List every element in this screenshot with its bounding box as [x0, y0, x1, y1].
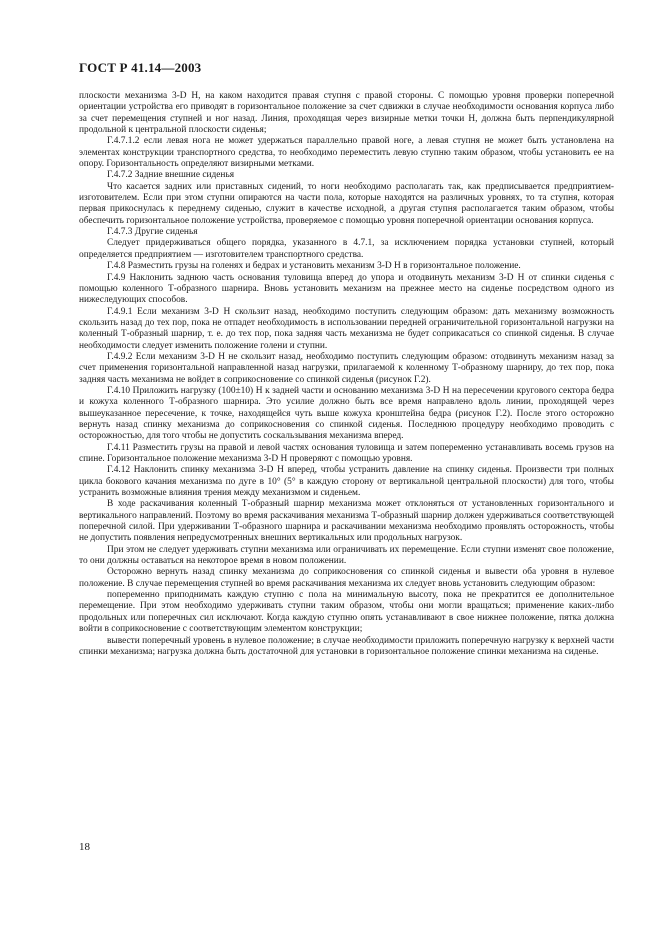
document-body — [79, 91, 614, 658]
paragraph: Г.4.9.1 Если механизм 3-D Н скользит назад, необходимо поступить следующим образом: дать механизму возможность скользить назад до тех пор, пока не отпадет необходимость в использовании передней ограничительной горизонтальной нагрузки на коленный Т-образный шарнир, т. е. до тех пор, пока задняя часть механизма не будет соприкасаться со спинкой сиденья. В случае необходимости следует изменить положение голени и ступни. — [79, 306, 614, 351]
paragraph: Г.4.9 Наклонить заднюю часть основания туловища вперед до упора и отодвинуть механизм 3-D Н от спинки сиденья с помощью коленного Т-образного шарнира. Вновь установить механизм на прежнее место на сиденье посредством одного из нижеследующих способов. — [79, 272, 614, 306]
paragraph: Г.4.12 Наклонить спинку механизма 3-D Н вперед, чтобы устранить давление на спинку сиденья. Произвести три полных цикла бокового качания механизма по дуге в 10° (5° в каждую сторону от вертикальной центральной плоскости) для того, чтобы устранить возможные влияния трения между механизмом и сиденьем. — [79, 465, 614, 499]
paragraph: Осторожно вернуть назад спинку механизма до соприкосновения со спинкой сиденья и вывести оба уровня в нулевое положение. В случае перемещения ступней во время раскачивания механизма их следует вновь установить следующим образом: — [79, 567, 614, 589]
paragraph: попеременно приподнимать каждую ступню с пола на минимальную высоту, пока не прекратится ее дополнительное перемещение. При этом необходимо удерживать ступни таким образом, чтобы они могли вращаться; применение каких-либо продольных или поперечных сил исключают. Когда каждую ступню опять устанавливают в свое нижнее положение, пятка должна войти в соприкосновение с соответствующим элементом конструкции; — [79, 590, 614, 635]
paragraph: Г.4.7.1.2 если левая нога не может удержаться параллельно правой ноге, а левая ступня не может быть установлена на элементах конструкции транспортного средства, то необходимо переместить левую ступню таким образом, чтобы установить ее на опору. Горизонтальность определяют визирными метками. — [79, 136, 614, 170]
page-number: 18 — [79, 841, 90, 853]
paragraph: Следует придерживаться общего порядка, указанного в 4.7.1, за исключением порядка установки ступней, который определяется предприятием — изготовителем транспортного средства. — [79, 238, 614, 260]
document-header: ГОСТ Р 41.14—2003 — [79, 60, 202, 75]
paragraph: При этом не следует удерживать ступни механизма или ограничивать их перемещение. Если ступни изменят свое положение, то они должны оставаться на некоторое время в новом положении. — [79, 544, 614, 567]
paragraph: Г.4.8 Разместить грузы на голенях и бедрах и установить механизм 3-D Н в горизонтальное положение. — [107, 261, 521, 272]
paragraph: плоскости механизма 3-D Н, на каком находится правая ступня с правой стороны. С помощью уровня проверки поперечной ориентации устройства его приводят в горизонтальное положение за счет сдвижки в случае необходимости основания корпуса либо за счет перемещения ступней и ног назад. Линия, проходящая через визирные метки точки Н, должна быть перпендикулярной продольной к центральной плоскости сиденья; — [79, 91, 614, 136]
paragraph: Г.4.9.2 Если механизм 3-D Н не скользит назад, необходимо поступить следующим образом: отодвинуть механизм назад за счет применения горизонтальной направленной назад нагрузки, прилагаемой к коленному Т-образному шарниру, до тех пор, пока задняя часть механизма не войдет в соприкосновение со спинкой сиденья (рисунок Г.2). — [79, 351, 614, 385]
paragraph: Что касается задних или приставных сидений, то ноги необходимо располагать так, как предписывается предприятием-изготовителем. Если при этом ступни опираются на части пола, которые находятся на различных уровнях, то та ступня, которая первая прикоснулась к переднему сиденью, служит в качестве исходной, а другая ступня располагается таким образом, чтобы обеспечить горизонтальное положение устройства, проверяемое с помощью уровня поперечной ориентации основания корпуса. — [79, 181, 614, 226]
paragraph: Г.4.7.2 Задние внешние сиденья — [107, 170, 235, 181]
paragraph: Г.4.11 Разместить грузы на правой и левой частях основания туловища и затем попеременно устанавливать восемь грузов на спине. Горизонтальное положение механизма 3-D Н проверяют с помощью уровня. — [79, 442, 614, 464]
paragraph: вывести поперечный уровень в нулевое положение; в случае необходимости приложить поперечную нагрузку к верхней части спинки механизма; нагрузка должна быть достаточной для установки в горизонтальное положение спинки механизма на сиденье. — [79, 635, 614, 657]
paragraph: В ходе раскачивания коленный Т-образный шарнир механизма может отклоняться от установленных горизонтального и вертикального направлений. Поэтому во время раскачивания механизма Т-образный шарнир должен удерживаться соответствующей поперечной силой. При удерживании Т-образного шарнира и раскачивании механизма необходимо проявлять осторожность, чтобы не допустить появления непредусмотренных внешних вертикальных или продольных нагрузок. — [79, 499, 614, 544]
paragraph: Г.4.10 Приложить нагрузку (100±10) Н к задней части и основанию механизма 3-D Н на пересечении кругового сектора бедра и кожуха коленного Т-образного шарнира. Это усилие должно быть все время направлено вдоль линии, проходящей через вышеуказанное пересечение, к точке, находящейся чуть выше кожуха кронштейна бедра (рисунок Г.2). После этого осторожно вернуть назад спинку механизма до соприкосновения со спинкой сиденья. Последнюю процедуру необходимо проводить с осторожностью, для того чтобы не допустить соскальзывания механизма вперед. — [79, 385, 614, 442]
paragraph: Г.4.7.3 Другие сиденья — [107, 227, 198, 238]
